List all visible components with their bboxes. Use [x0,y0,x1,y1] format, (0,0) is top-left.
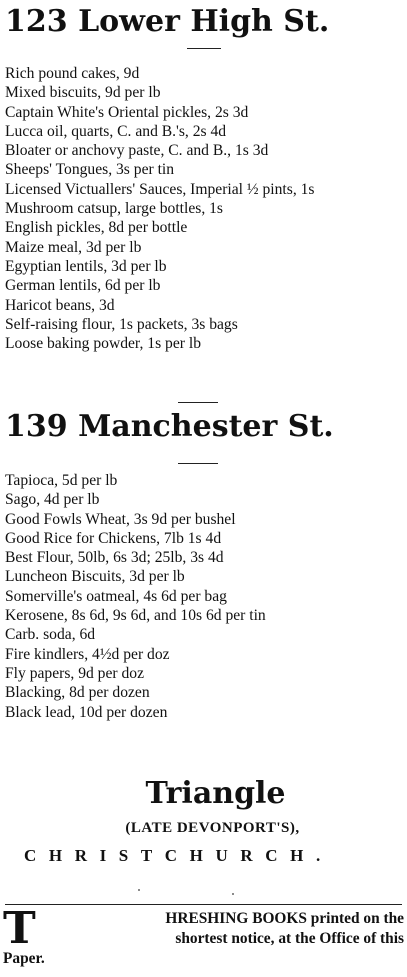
list-item: Mushroom catsup, large bottles, 1s [5,200,224,218]
section-divider [187,48,221,49]
list-item: Loose baking powder, 1s per lb [5,335,201,353]
section-divider [178,463,218,464]
price-list-lower-high-st [5,64,404,353]
list-item: Tapioca, 5d per lb [5,472,118,489]
list-item: Bloater or anchovy paste, C. and B., 1s 3d [5,142,269,160]
list-item: Best Flour, 50lb, 6s 3d; 25lb, 3s 4d [5,549,224,567]
list-item: Captain White's Oriental pickles, 2s 3d [5,103,249,121]
list-item: Good Fowls Wheat, 3s 9d per bushel [5,510,236,528]
list-item: Somerville's oatmeal, 4s 6d per bag [5,587,227,605]
list-item: Lucca oil, quarts, C. and B.'s, 2s 4d [5,122,227,140]
list-item: Carb. soda, 6d [5,626,96,644]
store-former-name: (LATE DEVONPORT'S), [125,820,300,836]
list-item: Sheeps' Tongues, 3s per tin [5,161,175,179]
store-city: CHRISTCHURCH. [24,846,333,865]
list-item: Good Rice for Chickens, 7lb 1s 4d [5,529,222,547]
list-item: Haricot beans, 3d [5,296,115,314]
list-item: Blacking, 8d per dozen [5,684,150,702]
list-item: Licensed Victuallers' Sauces, Imperial ½ pints, 1s [5,180,315,198]
list-item: Luncheon Biscuits, 3d per lb [5,568,185,586]
notice-line: Paper. [3,950,45,967]
price-list-manchester-st [5,471,404,722]
list-item: Fly papers, 9d per doz [5,664,145,682]
notice-line: shortest notice, at the Office of this [175,930,404,947]
list-item: Rich pound cakes, 9d [5,65,140,82]
section-divider [178,402,218,403]
list-item: English pickles, 8d per bottle [5,219,188,237]
printing-notice [3,903,404,969]
store-name: Triangle [145,776,286,811]
notice-dropcap: T [3,903,36,954]
list-item: Sago, 4d per lb [5,491,100,509]
print-speck [232,893,234,895]
list-item: Fire kindlers, 4½d per doz [5,645,170,663]
list-item: German lentils, 6d per lb [5,277,161,295]
list-item: Kerosene, 8s 6d, 9s 6d, and 10s 6d per tin [5,607,266,625]
section-heading-lower-high-st: 123 Lower High St. [5,4,330,39]
list-item: Maize meal, 3d per lb [5,238,142,256]
list-item: Mixed biscuits, 9d per lb [5,84,161,102]
list-item: Egyptian lentils, 3d per lb [5,257,167,275]
list-item: Self-raising flour, 1s packets, 3s bags [5,315,238,333]
notice-divider [5,904,402,905]
notice-line: HRESHING BOOKS printed on the [165,910,404,927]
section-heading-manchester-st: 139 Manchester St. [5,409,334,444]
list-item: Black lead, 10d per dozen [5,703,168,721]
print-speck [138,889,140,891]
